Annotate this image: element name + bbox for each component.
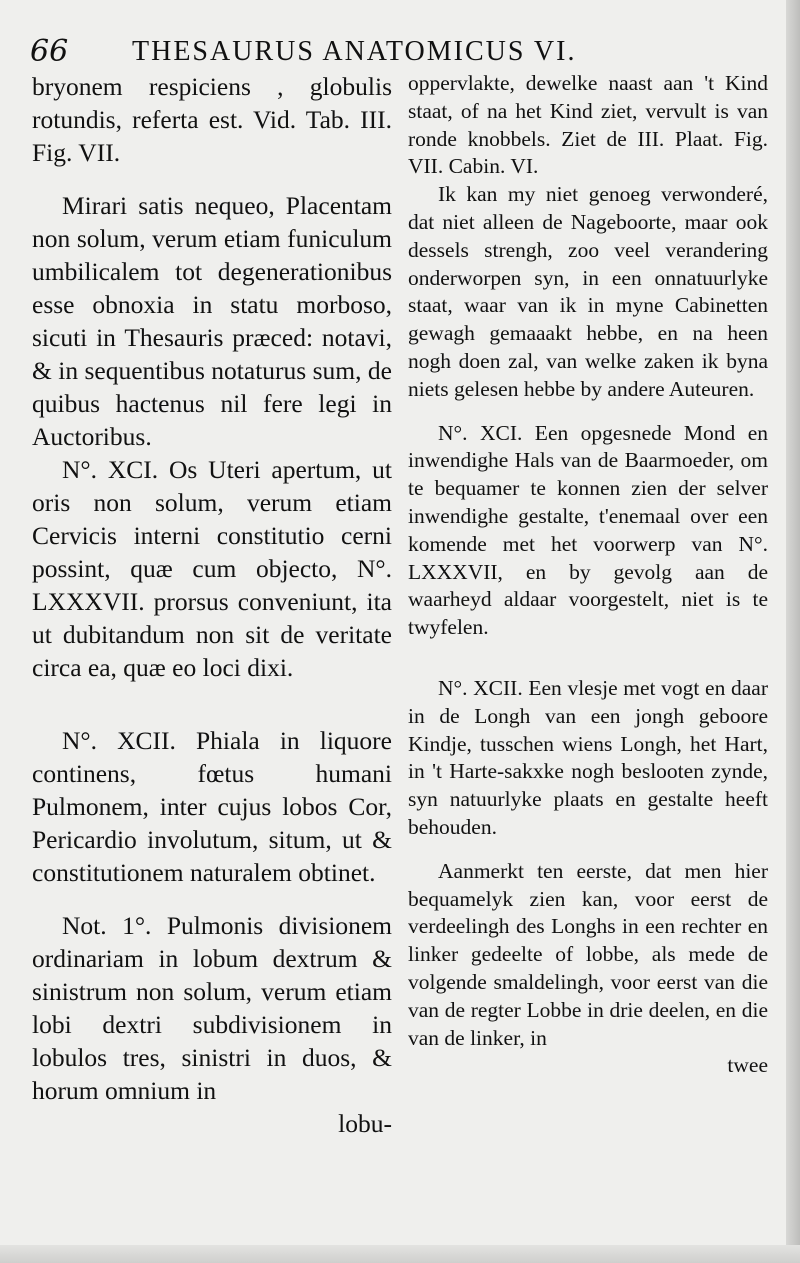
latin-column bbox=[32, 70, 392, 1140]
dutch-paragraph-2: Ik kan my niet genoeg verwonderé, dat niet alleen de Nageboorte, maar ook dessels strengh, zoo veel verandering onderworpen syn, in een onnatuurlyke staat, waar van ik in myne Cabinetten gewagh gemaaakt hebbe, en na heen nogh doen zal, van welke zaken ik byna niets gelesen hebbe by andere Auteuren. bbox=[408, 182, 768, 401]
running-title: THESAURUS ANATOMICUS VI. bbox=[132, 36, 577, 67]
dutch-catchword: twee bbox=[727, 1053, 768, 1078]
dutch-paragraph-xcii: N°. XCII. Een vlesje met vogt en daar in de Longh van een jongh geboore Kindje, tusschen wiens Longh, het Hart, in 't Harte-sakxke nogh beslooten zynde, syn natuurlyke plaats en gestalte heeft behouden. bbox=[408, 675, 768, 839]
page-number: 66 bbox=[30, 34, 69, 69]
latin-paragraph-note: Not. 1°. Pulmonis divisionem ordinariam in lobum dextrum & sinistrum non solum, verum etiam lobi dextri subdivisionem in lobulos tres, sinistri in duos, & horum omnium in bbox=[32, 911, 392, 1105]
latin-paragraph-2: Mirari satis nequeo, Placentam non solum, verum etiam funiculum umbilicalem tot degenerationibus esse obnoxia in statu morboso, sicuti in Thesauris præced: notavi, & in sequentibus notaturus sum, de quibus hactenus nil fere legi in Auctoribus. bbox=[32, 191, 392, 451]
latin-catchword: lobu- bbox=[338, 1109, 392, 1138]
page-edge-right bbox=[786, 0, 800, 1263]
dutch-paragraph-1: oppervlakte, dewelke naast aan 't Kind staat, of na het Kind ziet, vervult is van ronde knobbels. Ziet de III. Plaat. Fig. VII. Cabin. VI. bbox=[408, 71, 768, 179]
latin-paragraph-xci: N°. XCI. Os Uteri apertum, ut oris non solum, verum etiam Cervicis interni constitutio cerni possint, quæ cum objecto, N°. LXXXVII. prorsus conveniunt, ita ut dubitandum non sit de veritate circa ea, quæ eo loci dixi. bbox=[32, 455, 392, 682]
page-header bbox=[30, 34, 790, 74]
page-edge-bottom bbox=[0, 1245, 800, 1263]
dutch-column bbox=[408, 70, 768, 1080]
latin-paragraph-1: bryonem respiciens , globulis rotundis, referta est. Vid. Tab. III. Fig. VII. bbox=[32, 72, 392, 167]
latin-paragraph-xcii: N°. XCII. Phiala in liquore continens, fœtus humani Pulmonem, inter cujus lobos Cor, Pericardio involutum, situm, ut & constitutionem naturalem obtinet. bbox=[32, 726, 392, 887]
dutch-paragraph-xci: N°. XCI. Een opgesnede Mond en inwendighe Hals van de Baarmoeder, om te bequamer te konnen zien der selver inwendighe gestalte, t'enemaal over een komende met het voorwerp van N°. LXXXVII, en by gevolg aan de waarheyd aldaar voorgestelt, niet is te twyfelen. bbox=[408, 420, 768, 640]
dutch-paragraph-note: Aanmerkt ten eerste, dat men hier bequamelyk zien kan, voor eerst de verdeelingh des Longhs in een rechter en linker gedeelte of lobbe, als mede de volgende smaldelingh, voor eerst van die van de regter Lobbe in drie deelen, en die van de linker, in bbox=[408, 858, 768, 1050]
